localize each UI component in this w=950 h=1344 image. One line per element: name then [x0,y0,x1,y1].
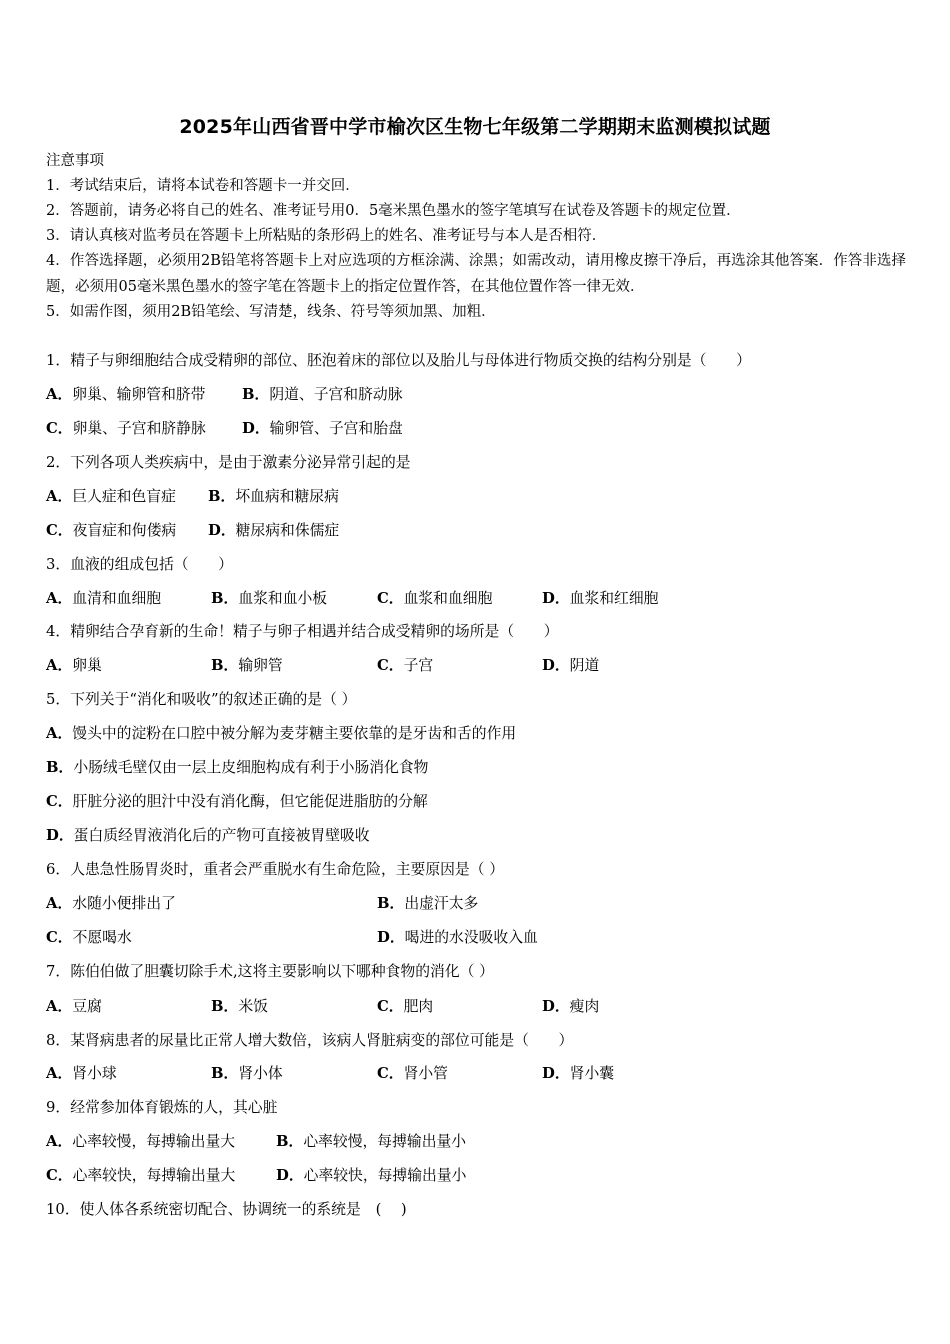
option-label: A． [46,386,73,403]
option-label: C． [46,929,73,946]
option-text: 巨人症和色盲症 [72,488,176,505]
notice-item: 5．如需作图，须用2B铅笔绘、写清楚，线条、符号等须加黑、加粗． [46,304,496,320]
page-title: 2025年山西省晋中学市榆次区生物七年级第二学期期末监测模拟试题 [179,116,771,138]
answer-option[interactable] [242,385,403,405]
notice-item: 4．作答选择题，必须用2B铅笔将答题卡上对应选项的方框涂满、涂黑；如需改动，请用橡皮擦干净后，再选涂其他答案．作答非选择题，必须用05毫米黑色墨水的签字笔在答题卡上的指定位置作答，在其他位置作答一律无效． [46,253,906,295]
notice-item: 2．答题前，请务必将自己的姓名、准考证号用0．5毫米黑色墨水的签字笔填写在试卷及答题卡的规定位置． [46,203,741,219]
answer-option[interactable] [208,521,339,541]
answer-option[interactable] [46,758,428,778]
answer-option[interactable] [276,1166,466,1186]
answer-option[interactable] [46,487,176,507]
question-stem: 4．精卵结合孕育新的生命！精子与卵子相遇并结合成受精卵的场所是（ ） [46,623,559,640]
option-text: 坏血病和糖尿病 [235,488,339,505]
option-text: 输卵管 [238,657,283,674]
answer-option[interactable] [46,724,516,744]
option-text: 小肠绒毛壁仅由一层上皮细胞构成有利于小肠消化食物 [73,759,429,776]
option-label: C． [377,998,404,1015]
option-label: C． [46,420,73,437]
option-label: A． [46,657,73,674]
option-label: D． [542,590,570,607]
option-text: 输卵管、子宫和胎盘 [269,420,403,437]
answer-option[interactable] [242,419,403,439]
option-label: D． [242,420,270,437]
option-text: 喝进的水没吸收入血 [404,929,538,946]
notice-item: 3．请认真核对监考员在答题卡上所粘贴的条形码上的姓名、准考证号与本人是否相符． [46,228,607,244]
answer-option[interactable] [377,589,492,609]
option-label: C． [46,522,73,539]
option-label: B． [211,998,239,1015]
option-text: 卵巢、输卵管和脐带 [72,386,206,403]
question-stem: 9．经常参加体育锻炼的人，其心脏 [46,1099,278,1116]
option-label: D． [46,827,74,844]
notice-heading: 注意事项 [46,153,104,169]
answer-option[interactable] [46,894,176,914]
option-label: C． [377,657,404,674]
option-text: 血清和血细胞 [72,590,162,607]
option-text: 血浆和血小板 [238,590,328,607]
question-stem: 2．下列各项人类疾病中，是由于激素分泌异常引起的是 [46,454,411,471]
option-text: 肾小囊 [569,1065,615,1082]
option-text: 米饭 [238,998,268,1015]
answer-option[interactable] [46,589,161,609]
option-text: 豆腐 [72,998,102,1015]
option-label: B． [46,759,74,776]
option-label: C． [377,1065,404,1082]
option-text: 卵巢 [72,657,102,674]
option-label: B． [211,590,239,607]
option-label: D． [377,929,405,946]
option-text: 心率较快，每搏输出量小 [303,1167,467,1184]
option-label: B． [242,386,270,403]
option-label: D． [208,522,236,539]
question-stem: 3．血液的组成包括（ ） [46,556,233,573]
option-label: C． [377,590,404,607]
option-text: 肾小球 [72,1065,117,1082]
option-label: A． [46,725,73,742]
answer-option[interactable] [211,997,268,1017]
answer-option[interactable] [542,656,599,676]
answer-option[interactable] [46,1064,117,1084]
answer-option[interactable] [211,589,327,609]
option-label: C． [46,793,73,810]
question-stem: 1．精子与卵细胞结合成受精卵的部位、胚泡着床的部位以及胎儿与母体进行物质交换的结构分别是（ ） [46,352,751,369]
answer-option[interactable] [377,656,433,676]
option-label: A． [46,1133,73,1150]
answer-option[interactable] [46,656,102,676]
answer-option[interactable] [542,589,658,609]
notice-item: 1．考试结束后，请将本试卷和答题卡一并交回． [46,178,360,194]
answer-option[interactable] [46,1166,235,1186]
answer-option[interactable] [46,385,205,405]
option-label: D． [542,1065,570,1082]
option-text: 心率较快，每搏输出量大 [72,1167,236,1184]
answer-option[interactable] [542,997,599,1017]
answer-option[interactable] [208,487,339,507]
option-text: 肝脏分泌的胆汁中没有消化酶，但它能促进脂肪的分解 [72,793,428,810]
option-label: A． [46,1065,73,1082]
answer-option[interactable] [211,1064,283,1084]
option-label: C． [46,1167,73,1184]
option-label: B． [211,1065,239,1082]
option-text: 卵巢、子宫和脐静脉 [72,420,206,437]
answer-option[interactable] [46,792,428,812]
answer-option[interactable] [542,1064,614,1084]
question-stem: 10．使人体各系统密切配合、协调统一的系统是 ( ) [46,1201,407,1218]
option-text: 血浆和红细胞 [569,590,659,607]
answer-option[interactable] [377,928,538,948]
answer-option[interactable] [377,997,433,1017]
option-label: A． [46,488,73,505]
answer-option[interactable] [211,656,283,676]
answer-option[interactable] [46,928,132,948]
option-text: 出虚汗太多 [404,895,479,912]
question-stem: 7．陈伯伯做了胆囊切除手术,这将主要影响以下哪种食物的消化（ ） [46,963,494,980]
option-label: A． [46,895,73,912]
answer-option[interactable] [46,826,370,846]
answer-option[interactable] [46,521,176,541]
option-text: 心率较慢，每搏输出量小 [303,1133,467,1150]
option-text: 肾小体 [238,1065,283,1082]
answer-option[interactable] [46,419,206,439]
option-label: D． [276,1167,304,1184]
answer-option[interactable] [46,1132,235,1152]
option-text: 肥肉 [403,998,434,1015]
answer-option[interactable] [377,894,478,914]
answer-option[interactable] [46,997,102,1017]
option-text: 瘦肉 [569,998,600,1015]
option-text: 心率较慢，每搏输出量大 [72,1133,236,1150]
option-label: D． [542,657,570,674]
option-text: 水随小便排出了 [72,895,176,912]
option-text: 阴道、子宫和脐动脉 [269,386,403,403]
option-text: 阴道 [569,657,600,674]
option-label: B． [211,657,239,674]
option-label: A． [46,590,73,607]
option-text: 肾小管 [403,1065,448,1082]
question-stem: 5．下列关于“消化和吸收”的叙述正确的是（ ） [46,691,357,708]
option-text: 蛋白质经胃液消化后的产物可直接被胃壁吸收 [73,827,370,844]
question-stem: 6．人患急性肠胃炎时，重者会严重脱水有生命危险，主要原因是（ ） [46,861,505,878]
option-label: A． [46,998,73,1015]
option-text: 糖尿病和侏儒症 [235,522,340,539]
option-text: 不愿喝水 [72,929,132,946]
option-label: D． [542,998,570,1015]
option-label: B． [208,488,236,505]
option-text: 馒头中的淀粉在口腔中被分解为麦芽糖主要依靠的是牙齿和舌的作用 [72,725,517,742]
option-text: 夜盲症和佝偻病 [72,522,177,539]
answer-option[interactable] [377,1064,448,1084]
question-stem: 8．某肾病患者的尿量比正常人增大数倍，该病人肾脏病变的部位可能是（ ） [46,1032,574,1049]
answer-option[interactable] [276,1132,466,1152]
option-label: B． [276,1133,304,1150]
option-text: 血浆和血细胞 [403,590,493,607]
option-label: B． [377,895,405,912]
option-text: 子宫 [403,657,434,674]
